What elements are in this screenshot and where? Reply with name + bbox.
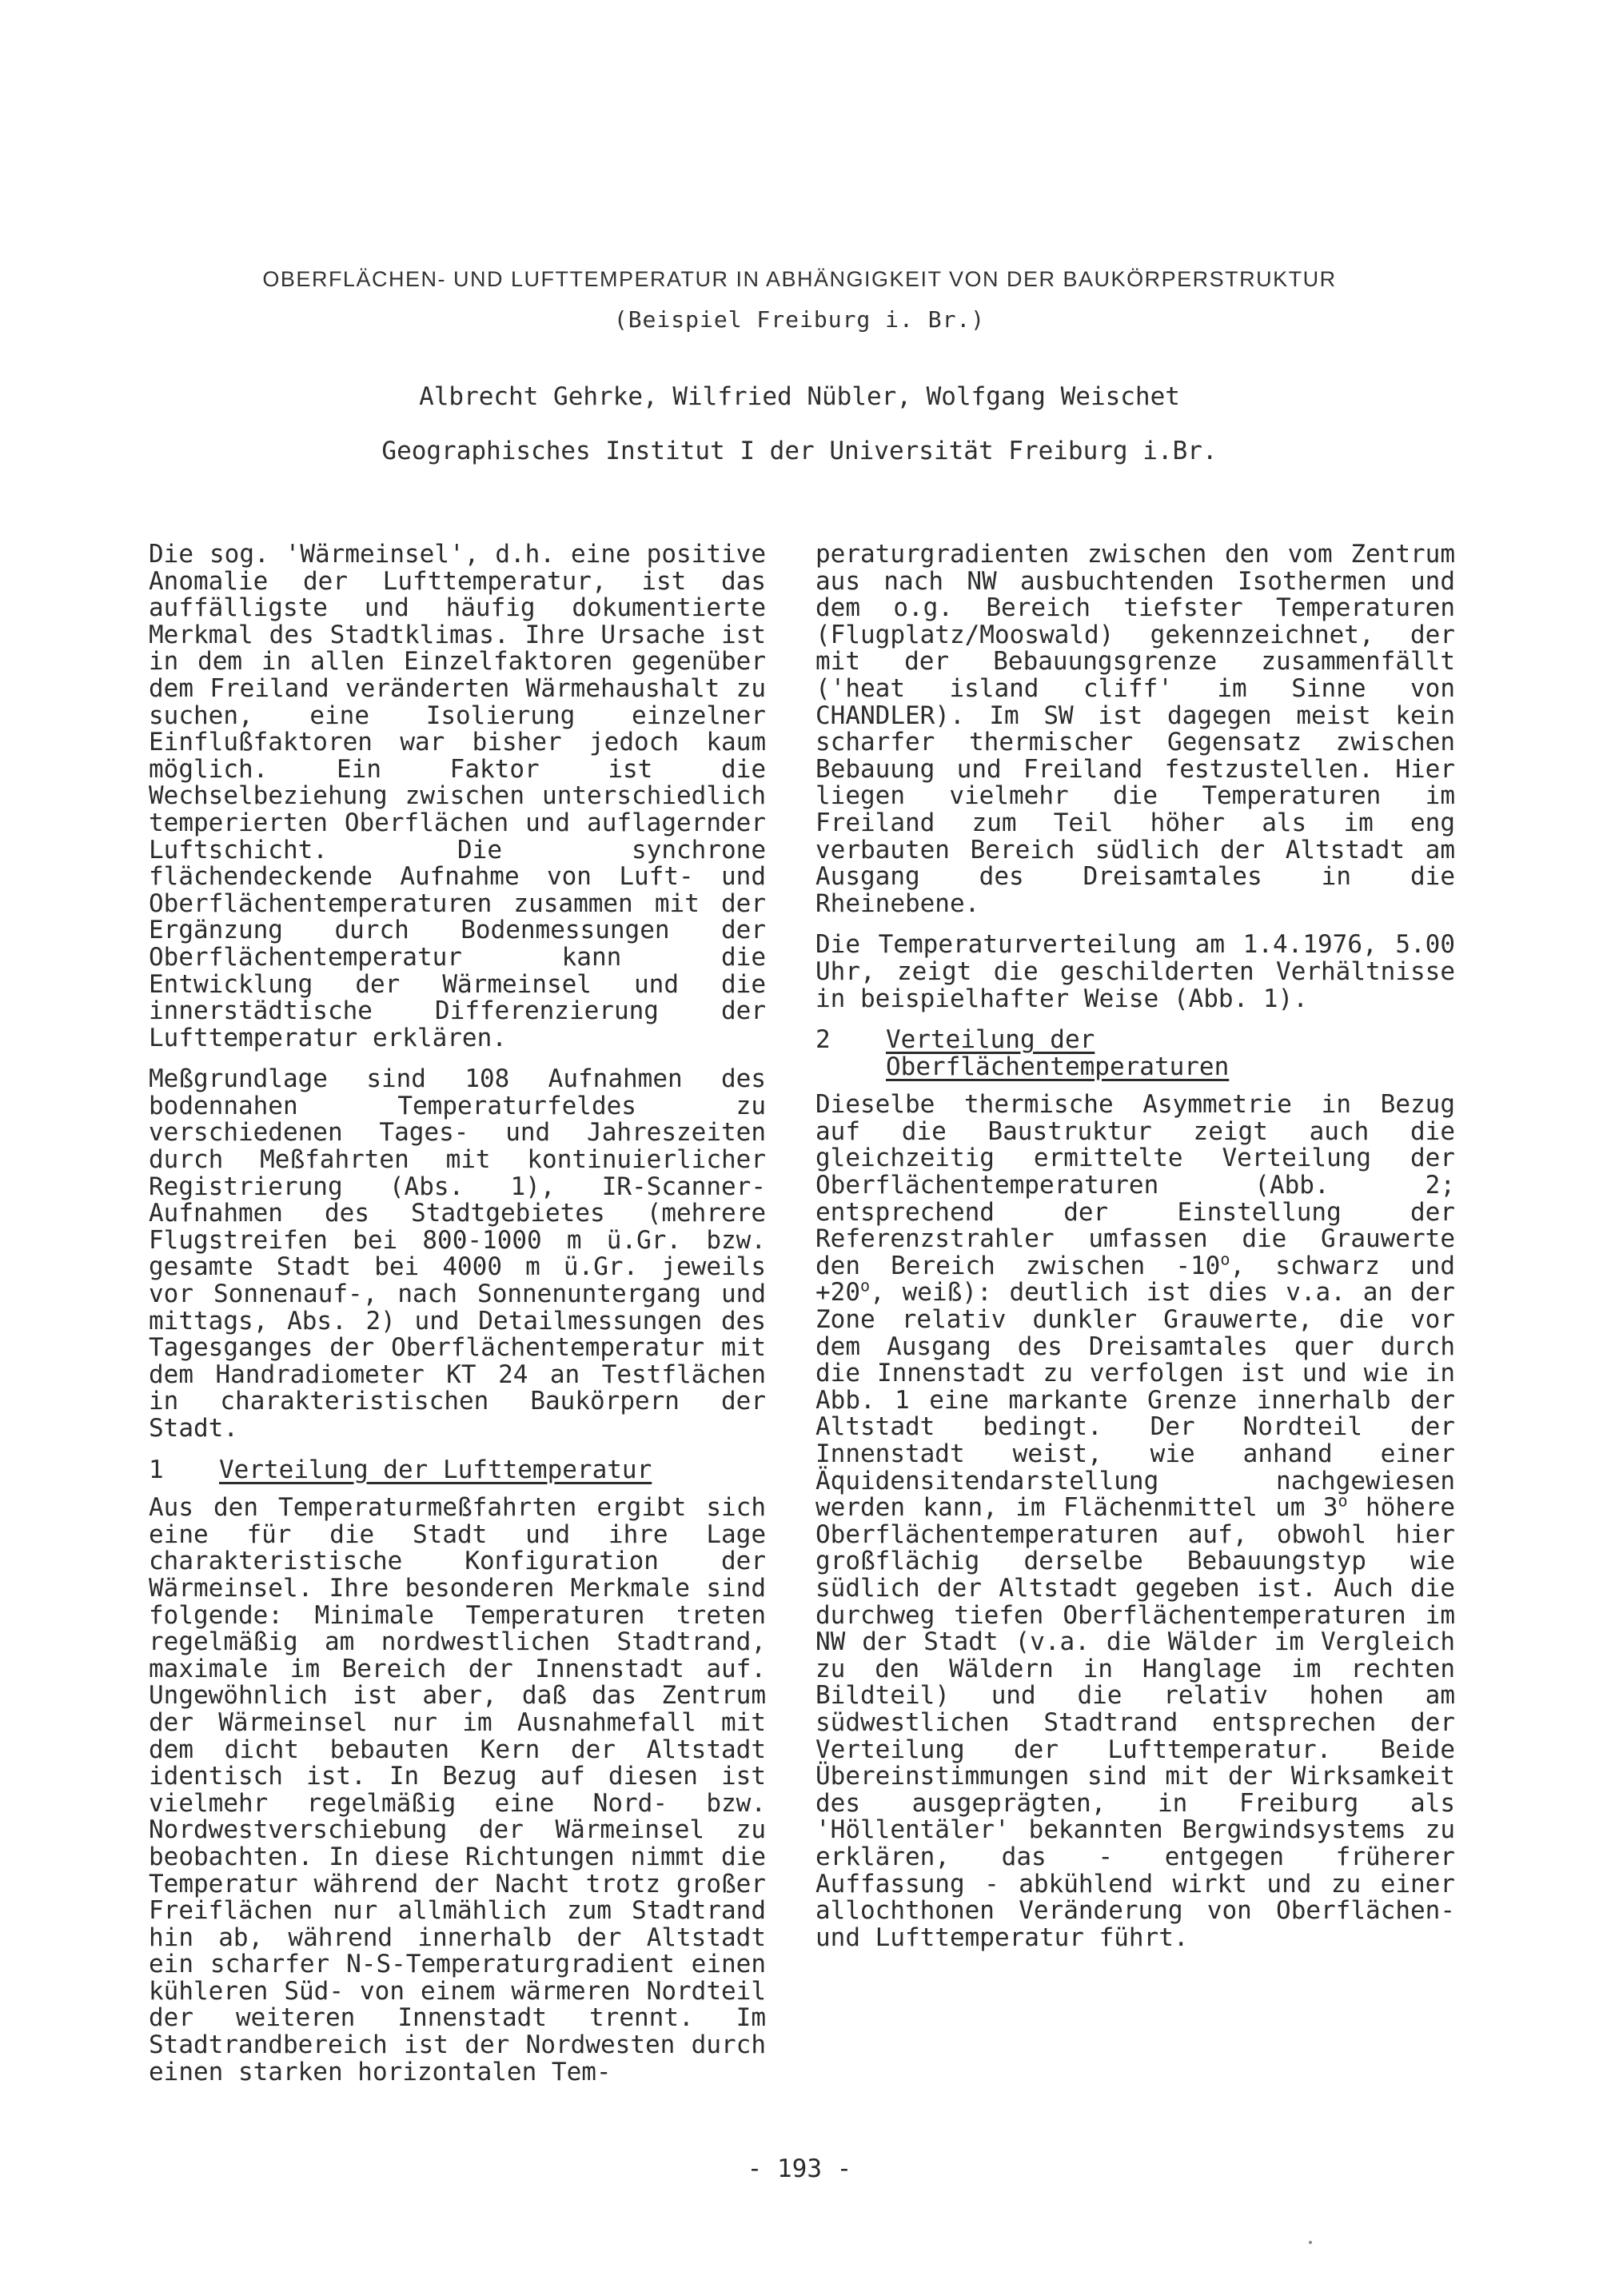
section-title: Verteilung der Oberflächentemperaturen [886, 1025, 1230, 1081]
paper-subtitle: (Beispiel Freiburg i. Br.) [613, 306, 986, 333]
left-column [149, 541, 766, 2086]
page-number: - 193 - [747, 2154, 852, 2183]
degree-sign: o [1338, 1491, 1348, 1511]
paper-title: OBERFLÄCHEN- UND LUFTTEMPERATUR IN ABHÄNGIGKEIT VON DER BAUKÖRPERSTRUKTUR [262, 267, 1337, 291]
paragraph: Die Temperaturverteilung am 1.4.1976, 5.00 Uhr, zeigt die geschilderten Verhältnisse in beispielhafter Weise (Abb. 1). [815, 930, 1455, 1013]
paragraph [815, 1092, 1455, 1951]
section-heading [815, 1027, 1455, 1080]
text-run: , schwarz und +20 [815, 1251, 1455, 1308]
institute: Geographisches Institut I der Universität Freiburg i.Br. [381, 437, 1218, 465]
text-run: , weiß): deutlich ist dies v.a. an der Zone relativ dunkler Grauwerte, die vor dem Ausgang des Dreisamtales quer durch die Innenstadt zu verfolgen ist und wie in Abb. 1 eine markante Grenze innerhalb der Altstadt bedingt. Der Nordteil der Innenstadt weist, wie anhand einer Äquidensitendarstellung nachgewiesen werden kann, im Flächenmittel um 3 [815, 1278, 1455, 1523]
authors: Albrecht Gehrke, Wilfried Nübler, Wolfgang Weischet [419, 382, 1180, 411]
paragraph: Aus den Temperaturmeßfahrten ergibt sich eine für die Stadt und ihre Lage charakteristische Konfiguration der Wärmeinsel. Ihre besonderen Merkmale sind folgende: Minimale Temperaturen treten regelmäßig am nordwestlichen Stadtrand, maximale im Bereich der Innenstadt auf. Ungewöhnlich ist aber, daß das Zentrum der Wärmeinsel nur im Ausnahmefall mit dem dicht bebauten Kern der Altstadt identisch ist. In Bezug auf diesen ist vielmehr regelmäßig eine Nord- bzw. Nordwestverschiebung der Wärmeinsel zu beobachten. In diese Richtungen nimmt die Temperatur während der Nacht trotz großer Freiflächen nur allmählich zum Stadtrand hin ab, während innerhalb der Altstadt ein scharfer N-S-Temperaturgradient einen kühleren Süd- von einem wärmeren Nordteil der weiteren Innenstadt trennt. Im Stadtrandbereich ist der Nordwesten durch einen starken horizontalen Tem- [149, 1493, 766, 2086]
paragraph: Die sog. 'Wärmeinsel', d.h. eine positive Anomalie der Lufttemperatur, ist das auffälligste und häufig dokumentierte Merkmal des Stadtklimas. Ihre Ursache ist in dem in allen Einzelfaktoren gegenüber dem Freiland veränderten Wärmehaushalt zu suchen, eine Isolierung einzelner Einflußfaktoren war bisher jedoch kaum möglich. Ein Faktor ist die Wechselbeziehung zwischen unterschiedlich temperierten Oberflächen und auflagernder Luftschicht. Die synchrone flächendeckende Aufnahme von Luft- und Oberflächentemperaturen zusammen mit der Ergänzung durch Bodenmessungen der Oberflächentemperatur kann die Entwicklung der Wärmeinsel und die innerstädtische Differenzierung der Lufttemperatur erklären. [149, 540, 766, 1052]
section-number: 2 [815, 1025, 831, 1055]
text-run: höhere Oberflächentemperaturen auf, obwohl hier großflächig derselbe Bebauungstyp wie südlich der Altstadt gegeben ist. Auch die durchweg tiefen Oberflächentemperaturen im NW der Stadt (v.a. die Wälder im Vergleich zu den Wäldern in Hanglage im rechten Bildteil) und die relativ hohen am südwestlichen Stadtrand entsprechen der Verteilung der Lufttemperatur. Beide Übereinstimmungen sind mit der Wirksamkeit des ausgeprägten, in Freiburg als 'Höllentäler' bekannten Bergwindsystems zu erklären, das - entgegen früherer Auffassung - abkühlend wirkt und zu einer allochthonen Veränderung von Oberflächen- und Lufttemperatur führt. [815, 1493, 1455, 1952]
degree-sign: o [1220, 1249, 1230, 1269]
paragraph: Meßgrundlage sind 108 Aufnahmen des bodennahen Temperaturfeldes zu verschiedenen Tages- und Jahreszeiten durch Meßfahrten mit kontinuierlicher Registrierung (Abs. 1), IR-Scanner-Aufnahmen des Stadtgebietes (mehrere Flugstreifen bei 800-1000 m ü.Gr. bzw. gesamte Stadt bei 4000 m ü.Gr. jeweils vor Sonnenauf-, nach Sonnenuntergang und mittags, Abs. 2) und Detailmessungen des Tagesganges der Oberflächentemperatur mit dem Handradiometer KT 24 an Testflächen in charakteristischen Baukörpern der Stadt. [149, 1064, 766, 1443]
right-column [815, 541, 1455, 1951]
section-title: Verteilung der Lufttemperatur [219, 1455, 652, 1484]
degree-sign: o [860, 1276, 871, 1296]
text-run: Dieselbe thermische Asymmetrie in Bezug auf die Baustruktur zeigt auch die gleichzeitig ermittelte Verteilung der Oberflächentemperaturen (Abb. 2; entsprechend der Einstellung der Referenzstrahler umfassen die Grauwerte den Bereich zwischen -10 [815, 1090, 1455, 1280]
section-heading [149, 1457, 766, 1484]
scan-speck [1309, 2241, 1312, 2244]
paragraph: peraturgradienten zwischen den vom Zentrum aus nach NW ausbuchtenden Isothermen und dem o.g. Bereich tiefster Temperaturen (Flugplatz/Mooswald) gekennzeichnet, der mit der Bebauungsgrenze zusammenfällt ('heat island cliff' im Sinne von CHANDLER). Im SW ist dagegen meist kein scharfer thermischer Gegensatz zwischen Bebauung und Freiland festzustellen. Hier liegen vielmehr die Temperaturen im Freiland zum Teil höher als im eng verbauten Bereich südlich der Altstadt am Ausgang des Dreisamtales in die Rheinebene. [815, 540, 1455, 918]
section-number: 1 [149, 1455, 164, 1484]
